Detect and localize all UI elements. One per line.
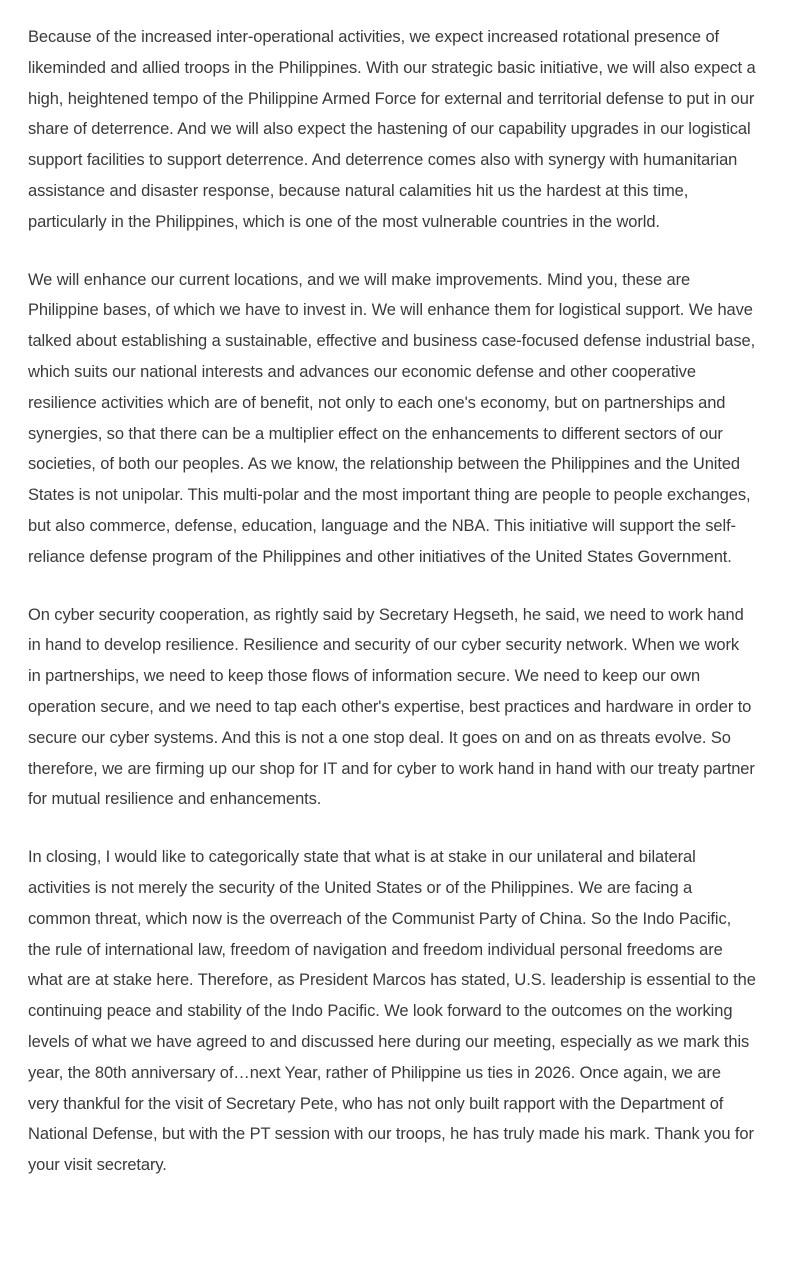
paragraph-bases-enhancement: We will enhance our current locations, and we will make improvements. Mind you, these are Philippine bases, of which we have to invest in. We will enhance them for logistical support. We have talked about establishing a sustainable, effective and business case-focused defense industrial base, which suits our national interests and advances our economic defense and other cooperative resilience activities which are of benefit, not only to each one's economy, but on partnerships and synergies, so that there can be a multiplier effect on the enhancements to different sectors of our societies, of both our peoples. As we know, the relationship between the Philippines and the United States is not unipolar. This multi-polar and the most important thing are people to people exchanges, but also commerce, defense, education, language and the NBA. This initiative will support the self-reliance defense program of the Philippines and other initiatives of the United States Government. [28, 270, 756, 566]
paragraph-closing: In closing, I would like to categorically state that what is at stake in our unilateral and bilateral activities is not merely the security of the United States or of the Philippines. We are facing a common threat, which now is the overreach of the Communist Party of China. So the Indo Pacific, the rule of international law, freedom of navigation and freedom individual personal freedoms are what are at stake here. Therefore, as President Marcos has stated, U.S. leadership is essential to the continuing peace and stability of the Indo Pacific. We look forward to the outcomes on the working levels of what we have agreed to and discussed here during our meeting, especially as we mark this year, the 80th anniversary of…next Year, rather of Philippine us ties in 2026. Once again, we are very thankful for the visit of Secretary Pete, who has not only built rapport with the Department of National Defense, but with the PT session with our troops, he has truly made his mark. Thank you for your visit secretary. [28, 848, 756, 1175]
article-body [28, 22, 756, 1181]
paragraph-deterrence: Because of the increased inter-operational activities, we expect increased rotational presence of likeminded and allied troops in the Philippines. With our strategic basic initiative, we will also expect a high, heightened tempo of the Philippine Armed Force for external and territorial defense to put in our share of deterrence. And we will also expect the hastening of our capability upgrades in our logistical support facilities to support deterrence. And deterrence comes also with synergy with humanitarian assistance and disaster response, because natural calamities hit us the hardest at this time, particularly in the Philippines, which is one of the most vulnerable countries in the world. [28, 28, 756, 231]
paragraph-cyber-security: On cyber security cooperation, as rightly said by Secretary Hegseth, he said, we need to work hand in hand to develop resilience. Resilience and security of our cyber security network. When we work in partnerships, we need to keep those flows of information secure. We need to keep our own operation secure, and we need to tap each other's expertise, best practices and hardware in order to secure our cyber systems. And this is not a one stop deal. It goes on and on as threats evolve. So therefore, we are firming up our shop for IT and for cyber to work hand in hand with our treaty partner for mutual resilience and enhancements. [28, 605, 755, 809]
